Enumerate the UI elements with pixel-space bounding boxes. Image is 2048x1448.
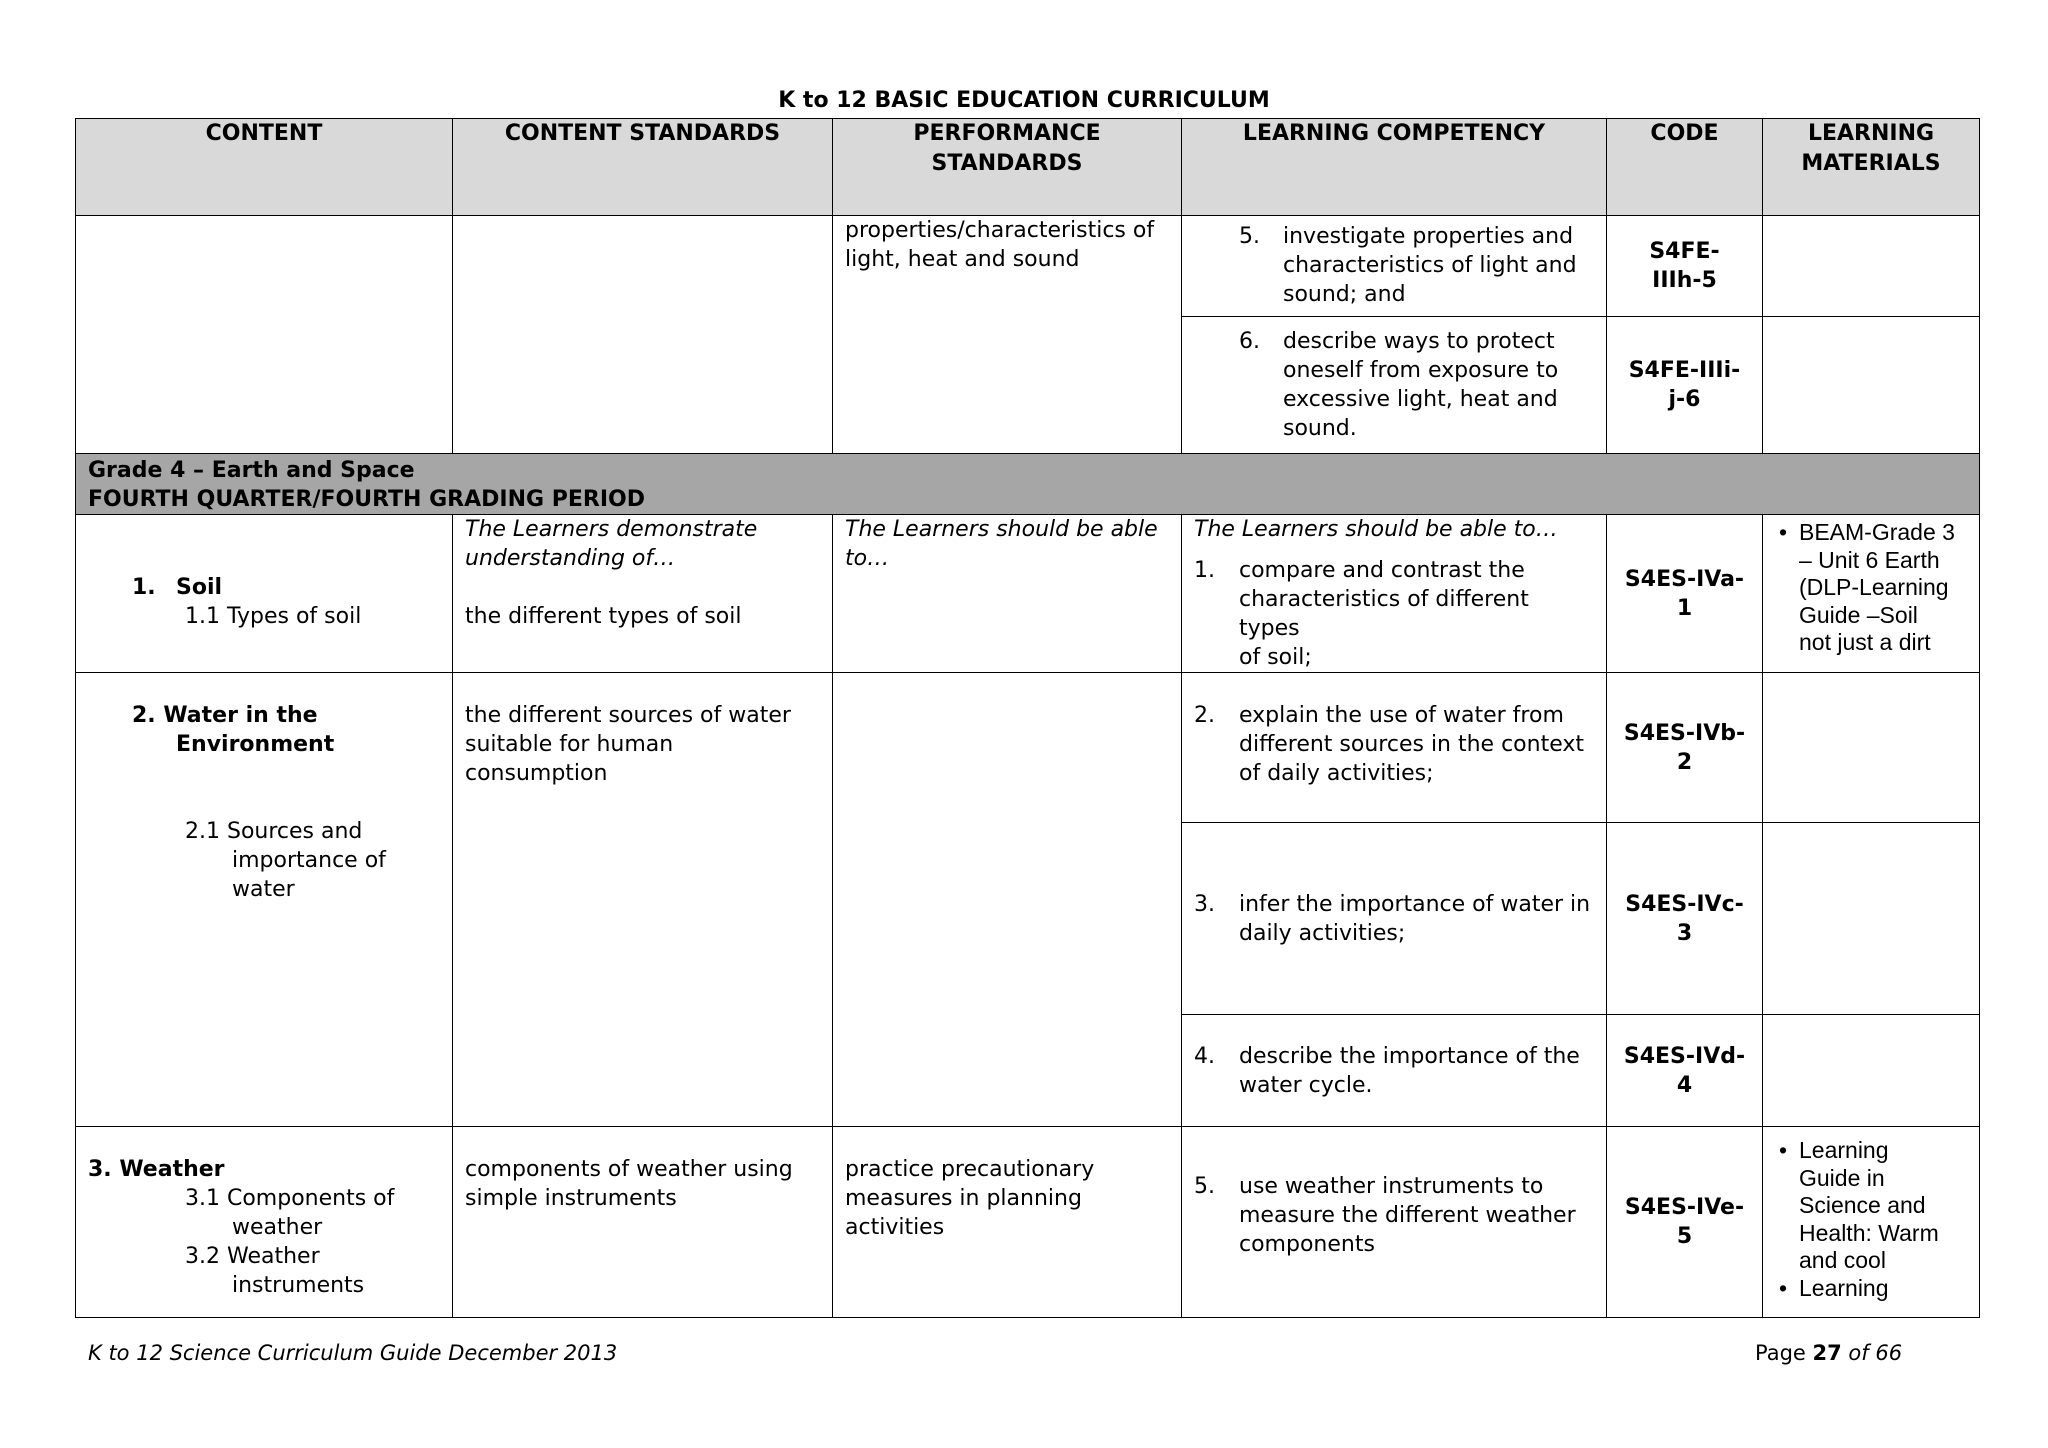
competency-cell: 5. investigate properties and characteristics of light and sound; and <box>1182 216 1607 317</box>
materials-cell <box>1763 823 1980 1015</box>
header-performance-standards: PERFORMANCE STANDARDS <box>833 119 1182 216</box>
code-cell: S4FE-IIIi- j-6 <box>1607 317 1763 454</box>
content-cell: 3. Weather 3.1 Components of weather 3.2 Weather instruments <box>76 1127 453 1318</box>
header-learning-materials: LEARNING MATERIALS <box>1763 119 1980 216</box>
materials-cell: • Learning Guide in Science and Health: Warm and cool • Learning <box>1763 1127 1980 1318</box>
performance-standards-cell: properties/characteristics of light, heat and sound <box>833 216 1182 454</box>
materials-cell <box>1763 1015 1980 1127</box>
code-cell: S4ES-IVe- 5 <box>1607 1127 1763 1318</box>
materials-cell: • BEAM-Grade 3 – Unit 6 Earth (DLP-Learning Guide –Soil not just a dirt <box>1763 515 1980 673</box>
performance-standards-cell: The Learners should be able to… <box>833 515 1182 673</box>
grade-header-cell <box>76 454 1980 515</box>
materials-cell <box>1763 673 1980 823</box>
header-content: CONTENT <box>76 119 453 216</box>
competency-cell: 6. describe ways to protect oneself from exposure to excessive light, heat and sound. <box>1182 317 1607 454</box>
table-row <box>76 216 1980 317</box>
code-cell: S4ES-IVd- 4 <box>1607 1015 1763 1127</box>
code-cell: S4ES-IVb- 2 <box>1607 673 1763 823</box>
competency-cell: 2. explain the use of water from different sources in the context of daily activities; <box>1182 673 1607 823</box>
grade-title: Grade 4 – Earth and Space <box>88 458 415 483</box>
content-standards-cell: components of weather using simple instruments <box>453 1127 833 1318</box>
materials-cell <box>1763 216 1980 317</box>
code-cell: S4ES-IVc- 3 <box>1607 823 1763 1015</box>
competency-cell: 3. infer the importance of water in daily activities; <box>1182 823 1607 1015</box>
header-code: CODE <box>1607 119 1763 216</box>
table-row <box>76 673 1980 823</box>
header-row <box>76 119 1980 216</box>
code-cell: S4FE- IIIh-5 <box>1607 216 1763 317</box>
header-learning-competency: LEARNING COMPETENCY <box>1182 119 1607 216</box>
grade-header-row <box>76 454 1980 515</box>
performance-standards-cell: practice precautionary measures in planning activities <box>833 1127 1182 1318</box>
document-title: K to 12 BASIC EDUCATION CURRICULUM <box>778 88 1270 113</box>
content-standards-cell: The Learners demonstrate understanding of… the different types of soil <box>453 515 833 673</box>
curriculum-table <box>75 118 1980 1318</box>
competency-cell: 4. describe the importance of the water cycle. <box>1182 1015 1607 1127</box>
content-standards-cell <box>453 216 833 454</box>
content-cell <box>76 216 453 454</box>
content-standards-cell: the different sources of water suitable for human consumption <box>453 673 833 1127</box>
footer-guide-title: K to 12 Science Curriculum Guide December 2013 <box>88 1341 618 1365</box>
content-cell: 2. Water in the Environment 2.1 Sources and importance of water <box>76 673 453 1127</box>
competency-cell: The Learners should be able to… 1. compare and contrast the characteristics of different types of soil; <box>1182 515 1607 673</box>
materials-cell <box>1763 317 1980 454</box>
footer-page-number: Page 27 of 66 <box>1755 1341 1903 1365</box>
performance-standards-cell <box>833 673 1182 1127</box>
competency-cell: 5. use weather instruments to measure the different weather components <box>1182 1127 1607 1318</box>
quarter-title: FOURTH QUARTER/FOURTH GRADING PERIOD <box>88 487 645 512</box>
table-row <box>76 515 1980 673</box>
code-cell: S4ES-IVa- 1 <box>1607 515 1763 673</box>
content-cell: 1. Soil 1.1 Types of soil <box>76 515 453 673</box>
table-row <box>76 1127 1980 1318</box>
header-content-standards: CONTENT STANDARDS <box>453 119 833 216</box>
